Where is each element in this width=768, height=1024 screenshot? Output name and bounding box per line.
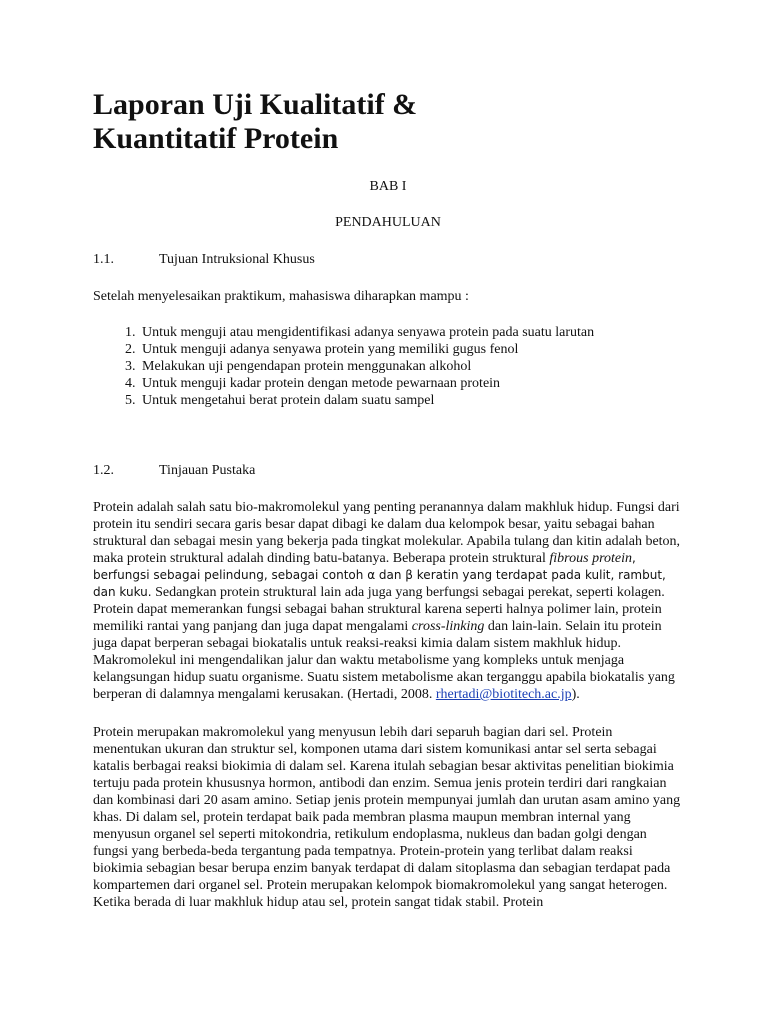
list-item: 1. Untuk menguji atau mengidentifikasi adanya senyawa protein pada suatu larutan bbox=[139, 324, 683, 341]
italic-term: fibrous protein bbox=[549, 551, 632, 566]
paragraph-text: dan lain-lain. Selain itu protein juga dapat berperan sebagai biokatalis untuk reaksi-reaksi kimia dalam sistem makhluk hidup. Makromolekul ini mengendalikan jalur dan waktu metabolisme yang kompleks untuk menjaga kelangsungan hidup suatu organisme. Suatu sistem metabolisme akan terganggu apabila biokatalis yang berperan di dalamnya mengalami kerusakan. (Hertadi, 2008. bbox=[93, 619, 675, 702]
title-line-2: Kuantitatif Protein bbox=[93, 122, 339, 155]
chapter-title: PENDAHULUAN bbox=[335, 215, 441, 230]
section-heading-1-2 bbox=[93, 462, 683, 479]
document-page bbox=[93, 88, 683, 911]
objectives-list bbox=[93, 324, 683, 409]
intro-text: Setelah menyelesaikan praktikum, mahasiswa diharapkan mampu : bbox=[93, 289, 469, 304]
title-line-1: Laporan Uji Kualitatif & bbox=[93, 88, 418, 121]
list-item: 3. Melakukan uji pengendapan protein menggunakan alkohol bbox=[139, 358, 683, 375]
paragraph-text: , berfungsi sebagai pelindung, sebagai contoh α dan β keratin yang terdapat pada kulit, rambut, dan kuku. bbox=[93, 551, 666, 599]
paragraph-text: Sedangkan protein struktural lain ada juga yang berfungsi sebagai perekat, seperti kolagen. Protein dapat memerankan fungsi sebagai bahan struktural karena seperti halnya polimer lain, protein memiliki rantai yang panjang dan juga dapat mengalami bbox=[93, 585, 665, 634]
list-item: 2. Untuk menguji adanya senyawa protein yang memiliki gugus fenol bbox=[139, 341, 683, 358]
section-title: Tujuan Intruksional Khusus bbox=[159, 252, 315, 267]
paragraph-1 bbox=[93, 499, 683, 703]
list-item: 4. Untuk menguji kadar protein dengan metode pewarnaan protein bbox=[139, 375, 683, 392]
paragraph-2: Protein merupakan makromolekul yang menyusun lebih dari separuh bagian dari sel. Protein menentukan ukuran dan struktur sel, komponen utama dari sistem komunikasi antar sel serta sebagai katalis berbagai reaksi biokimia di dalam sel. Karena itulah sebagian besar aktivitas penelitian biokimia tertuju pada protein khususnya hormon, antibodi dan enzim. Semua jenis protein terdiri dari rangkaian dan kombinasi dari 20 asam amino. Setiap jenis protein mempunyai jumlah dan urutan asam amino yang khas. Di dalam sel, protein terdapat baik pada membran plasma maupun membran internal yang menyusun organel sel seperti mitokondria, retikulum endoplasma, nukleus dan badan golgi dengan fungsi yang berbeda-beda tergantung pada tempatnya. Protein-protein yang terlibat dalam reaksi biokimia sebagian besar berupa enzim banyak terdapat di dalam sitoplasma dan sebagian terdapat pada kompartemen dari organel sel. Protein merupakan kelompok biomakromolekul yang sangat heterogen. Ketika berada di luar makhluk hidup atau sel, protein sangat tidak stabil. Protein bbox=[93, 725, 681, 910]
section-heading-1-1 bbox=[93, 251, 683, 268]
list-item: 5. Untuk mengetahui berat protein dalam suatu sampel bbox=[139, 392, 683, 409]
section-title: Tinjauan Pustaka bbox=[159, 463, 256, 478]
paragraph-text: ). bbox=[571, 687, 580, 702]
chapter-label: BAB I bbox=[369, 179, 407, 194]
document-title bbox=[93, 88, 683, 156]
section-number: 1.2. bbox=[93, 463, 114, 478]
section-number: 1.1. bbox=[93, 252, 114, 267]
paragraph-text: Protein adalah salah satu bio-makromolekul yang penting peranannya dalam makhluk hidup. Fungsi dari protein itu sendiri secara garis besar dapat dibagi ke dalam dua kelompok besar, yaitu sebagai bahan struktural dan sebagai mesin yang bekerja pada tingkat molekular. Apabila tulang dan kitin adalah beton, maka protein struktural adalah dinding batu-batanya. Beberapa protein struktural bbox=[93, 500, 681, 566]
italic-term: cross-linking bbox=[411, 619, 485, 634]
email-link[interactable]: rhertadi@biotitech.ac.jp bbox=[435, 687, 572, 702]
